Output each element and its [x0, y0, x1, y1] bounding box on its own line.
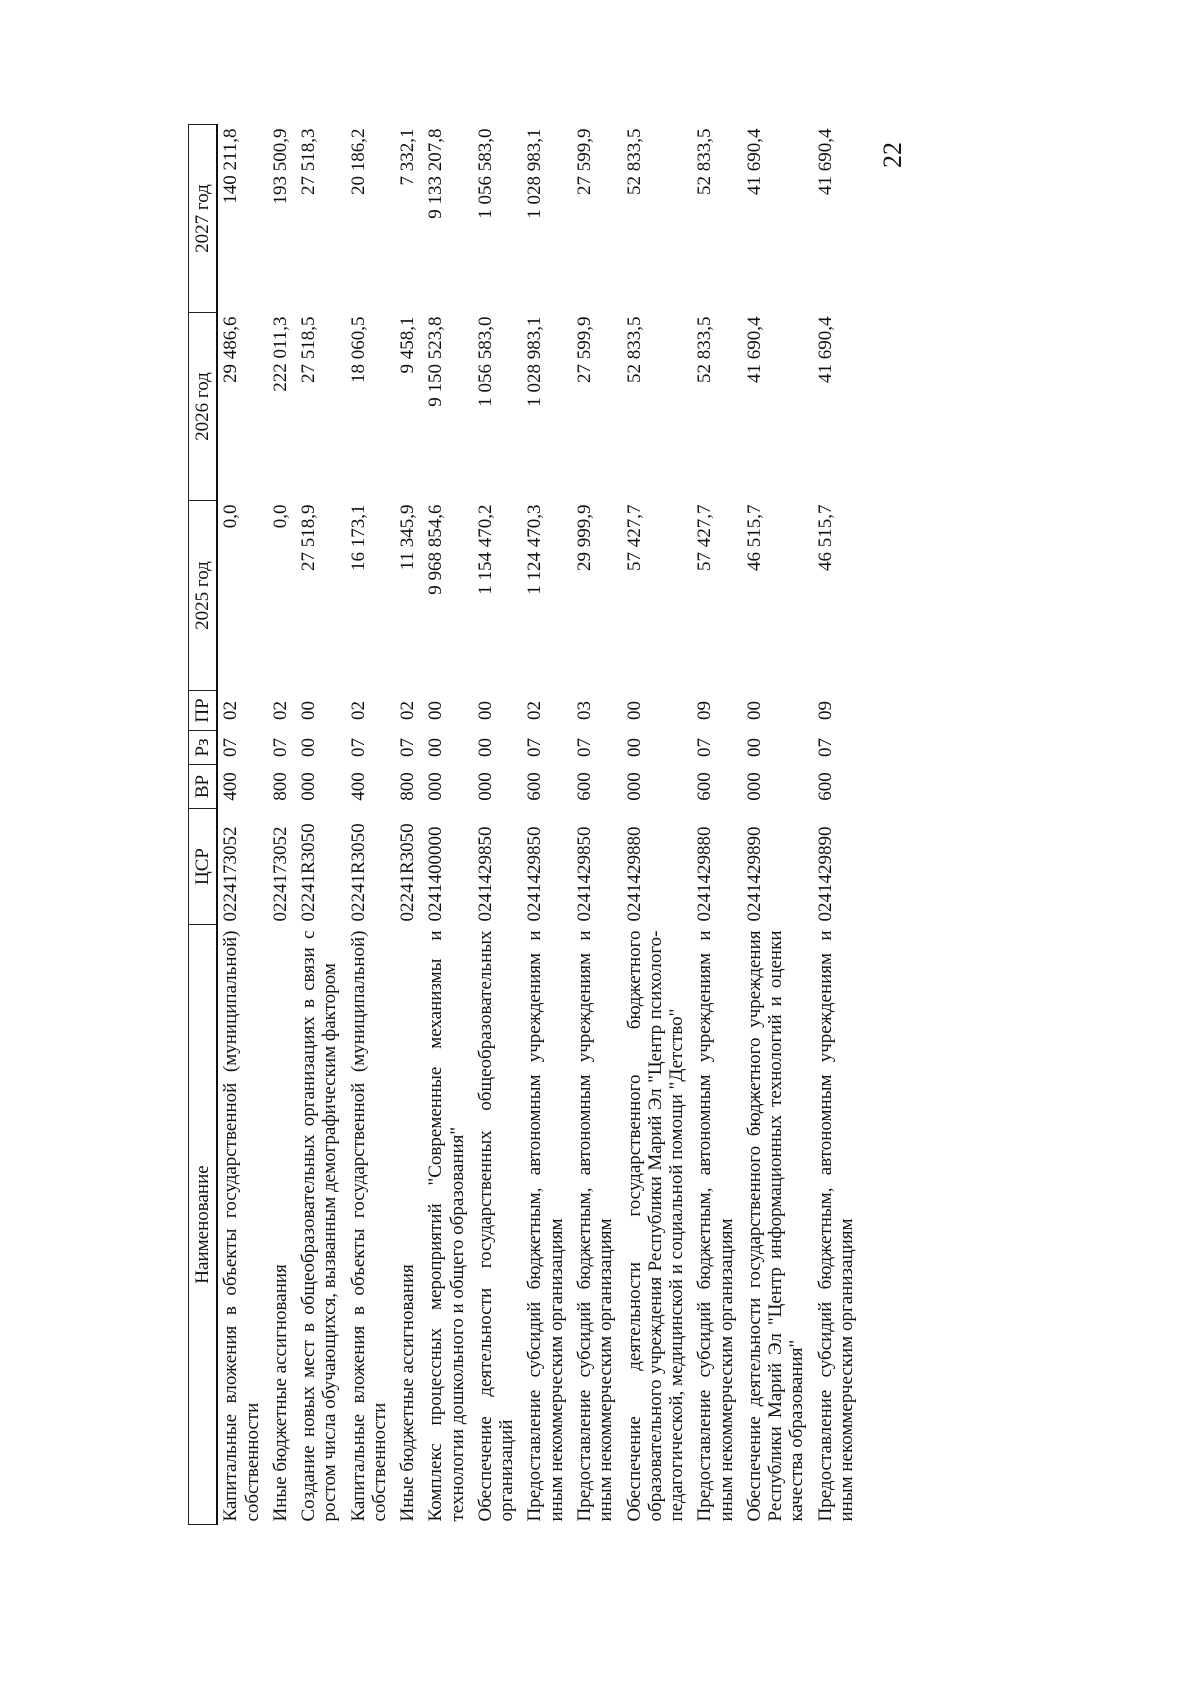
row-rz: 07: [269, 738, 291, 757]
row-rz: 00: [298, 738, 320, 757]
budget-table: [188, 124, 862, 1525]
row-vr: 800: [269, 772, 291, 801]
page-number: 22: [878, 142, 907, 168]
table-row: [217, 125, 268, 1525]
row-rz: 07: [814, 738, 836, 757]
row-name: Создание новых мест в общеобразовательных организациях в связи с ростом числа обучающихся, вызванным демографическим фактором: [298, 930, 341, 1522]
row-value-2025: 46 515,7: [814, 504, 836, 571]
row-value-2025: 27 518,9: [298, 504, 320, 571]
row-value-2026: 27 518,5: [298, 316, 320, 383]
header-csr: ЦСР: [189, 809, 218, 925]
row-value-2025: 9 968 854,6: [425, 504, 447, 595]
row-value-2025: 57 427,7: [694, 504, 716, 571]
row-value-2025: 0,0: [220, 504, 242, 529]
row-pr: 00: [474, 701, 496, 720]
row-vr: 600: [814, 772, 836, 801]
row-csr: 0241429850: [524, 826, 546, 922]
row-vr: 600: [524, 772, 546, 801]
table-row: [742, 125, 813, 1525]
row-csr: 0241429880: [694, 826, 716, 922]
row-rz: 07: [397, 738, 419, 757]
row-value-2027: 20 186,2: [347, 128, 369, 195]
row-name: Обеспечение деятельности государственного бюджетного образовательного учреждения Республики Марий Эл "Центр психолого-педагогической, медицинской и социальной помощи "Детство": [623, 930, 688, 1522]
row-pr: 03: [573, 701, 595, 720]
row-value-2027: 27 599,9: [573, 128, 595, 195]
row-rz: 07: [694, 738, 716, 757]
row-value-2025: 1 154 470,2: [474, 504, 496, 595]
row-pr: 02: [524, 701, 546, 720]
row-value-2027: 1 028 983,1: [524, 128, 546, 219]
row-value-2026: 41 690,4: [814, 316, 836, 383]
row-value-2026: 9 150 523,8: [425, 316, 447, 407]
row-rz: 07: [220, 738, 242, 757]
row-rz: 00: [474, 738, 496, 757]
row-name: Иные бюджетные ассигнования: [269, 1264, 291, 1522]
header-2027: 2027 год: [189, 125, 218, 313]
header-2025: 2025 год: [189, 501, 218, 691]
row-csr: 02241R3050: [397, 823, 419, 922]
row-pr: 09: [814, 701, 836, 720]
row-value-2027: 52 833,5: [694, 128, 716, 195]
row-value-2027: 7 332,1: [397, 128, 419, 186]
row-value-2026: 1 028 983,1: [524, 316, 546, 407]
table-row: [473, 125, 523, 1525]
row-vr: 000: [425, 772, 447, 801]
table-row: [346, 125, 396, 1525]
row-value-2027: 27 518,3: [298, 128, 320, 195]
header-vr: ВР: [189, 765, 218, 809]
row-pr: 02: [397, 701, 419, 720]
table-row: [692, 125, 742, 1525]
row-value-2027: 193 500,9: [269, 128, 291, 205]
header-2026: 2026 год: [189, 313, 218, 501]
row-csr: 0241429880: [623, 826, 645, 922]
row-name: Обеспечение деятельности государственного бюджетного учреждения Республики Марий Эл "Центр информационных технологий и оценки качества образования": [743, 930, 808, 1522]
row-csr: 0224173052: [220, 826, 242, 922]
row-name: Предоставление субсидий бюджетным, автономным учреждениям и иным некоммерческим организациям: [814, 930, 857, 1522]
row-rz: 00: [425, 738, 447, 757]
row-csr: 02241R3050: [347, 823, 369, 922]
row-rz: 00: [623, 738, 645, 757]
row-vr: 600: [573, 772, 595, 801]
row-csr: 0224173052: [269, 826, 291, 922]
table-row: [395, 125, 423, 1525]
row-value-2026: 27 599,9: [573, 316, 595, 383]
row-csr: 0241429890: [743, 826, 765, 922]
row-value-2026: 29 486,6: [220, 316, 242, 383]
row-value-2026: 222 011,3: [269, 316, 291, 392]
row-vr: 400: [347, 772, 369, 801]
row-vr: 600: [694, 772, 716, 801]
row-name: Предоставление субсидий бюджетным, автономным учреждениям и иным некоммерческим организациям: [694, 930, 737, 1522]
row-value-2026: 52 833,5: [694, 316, 716, 383]
row-name: Капитальные вложения в объекты государственной (муниципальной) собственности: [347, 930, 390, 1522]
row-rz: 07: [524, 738, 546, 757]
row-vr: 800: [397, 772, 419, 801]
row-pr: 00: [623, 701, 645, 720]
table-row: [622, 125, 693, 1525]
row-pr: 02: [220, 701, 242, 720]
rotated-page-content: [188, 125, 898, 1525]
row-vr: 000: [623, 772, 645, 801]
row-value-2025: 16 173,1: [347, 504, 369, 571]
row-name: Иные бюджетные ассигнования: [397, 1264, 419, 1522]
row-name: Предоставление субсидий бюджетным, автономным учреждениям и иным некоммерческим организациям: [524, 930, 567, 1522]
row-name: Комплекс процессных мероприятий "Современные механизмы и технологии дошкольного и общего образования": [425, 930, 468, 1522]
row-csr: 0241429850: [474, 826, 496, 922]
table-row: [423, 125, 473, 1525]
table-body: [217, 125, 862, 1525]
row-rz: 07: [573, 738, 595, 757]
row-value-2025: 46 515,7: [743, 504, 765, 571]
row-rz: 00: [743, 738, 765, 757]
table-row: [813, 125, 863, 1525]
row-value-2025: 1 124 470,3: [524, 504, 546, 595]
row-pr: 09: [694, 701, 716, 720]
row-name: Предоставление субсидий бюджетным, автономным учреждениям и иным некоммерческим организациям: [573, 930, 617, 1522]
row-value-2026: 52 833,5: [623, 316, 645, 383]
row-value-2025: 0,0: [269, 504, 291, 529]
row-value-2027: 140 211,8: [220, 128, 242, 204]
row-value-2027: 9 133 207,8: [425, 128, 447, 219]
row-vr: 000: [298, 772, 320, 801]
row-vr: 000: [743, 772, 765, 801]
row-csr: 0241429850: [573, 826, 595, 922]
row-value-2026: 1 056 583,0: [474, 316, 496, 407]
table-row: [268, 125, 296, 1525]
row-value-2026: 9 458,1: [397, 316, 419, 374]
row-value-2025: 29 999,9: [573, 504, 595, 571]
row-value-2027: 41 690,4: [814, 128, 836, 195]
header-pr: ПР: [189, 691, 218, 731]
row-value-2025: 57 427,7: [623, 504, 645, 571]
row-pr: 02: [269, 701, 291, 720]
row-csr: 0241400000: [425, 826, 447, 922]
row-value-2027: 41 690,4: [743, 128, 765, 195]
header-rz: Рз: [189, 731, 218, 765]
table-row: [522, 125, 572, 1525]
table-row: [296, 125, 346, 1525]
header-name: Наименование: [189, 925, 218, 1525]
row-rz: 07: [347, 738, 369, 757]
row-csr: 02241R3050: [298, 823, 320, 922]
table-row: [572, 125, 622, 1525]
row-value-2026: 41 690,4: [743, 316, 765, 383]
row-csr: 0241429890: [814, 826, 836, 922]
row-value-2026: 18 060,5: [347, 316, 369, 383]
row-value-2025: 11 345,9: [397, 504, 419, 571]
row-value-2027: 52 833,5: [623, 128, 645, 195]
row-value-2027: 1 056 583,0: [474, 128, 496, 219]
row-pr: 02: [347, 701, 369, 720]
row-pr: 00: [298, 701, 320, 720]
table-header: [189, 125, 218, 1525]
row-pr: 00: [743, 701, 765, 720]
row-vr: 400: [220, 772, 242, 801]
row-name: Обеспечение деятельности государственных общеобразовательных организаций: [474, 930, 518, 1522]
row-pr: 00: [425, 701, 447, 720]
row-name: Капитальные вложения в объекты государственной (муниципальной) собственности: [220, 930, 263, 1522]
row-vr: 000: [474, 772, 496, 801]
